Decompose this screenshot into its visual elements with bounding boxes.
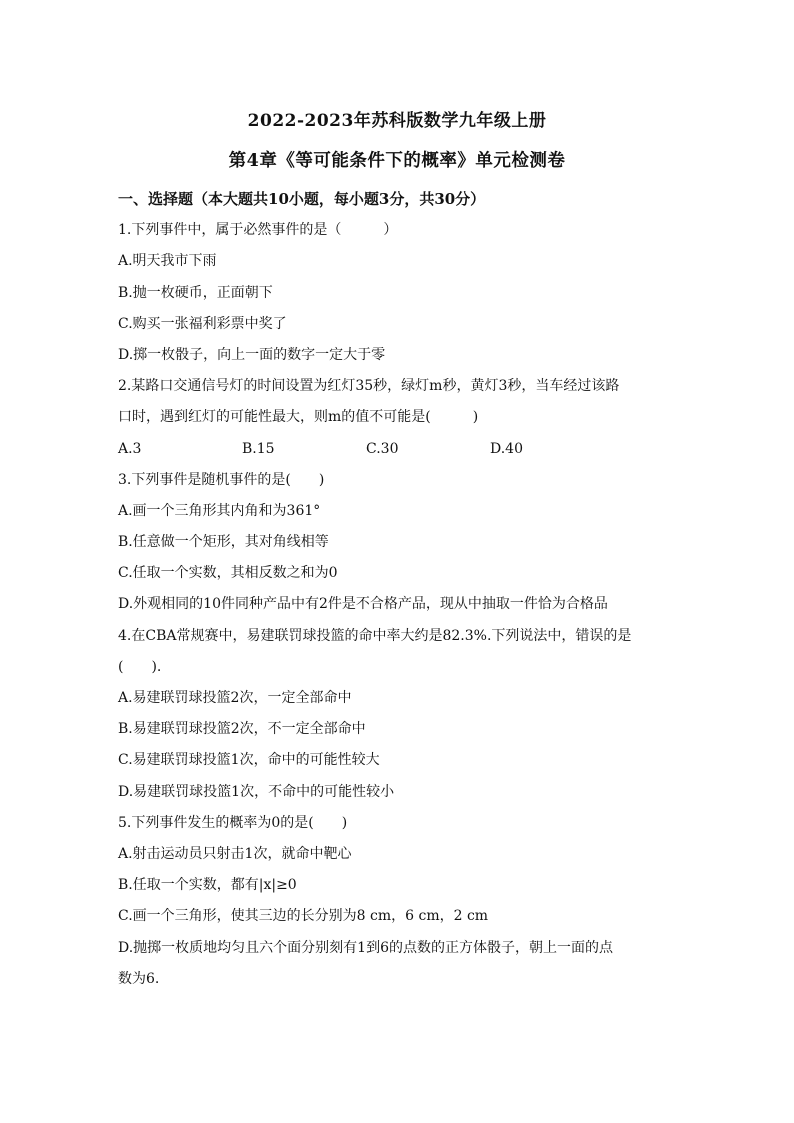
question-1-option-b: B.抛一枚硬币，正面朝下 — [118, 284, 273, 301]
question-5-option-d-line-2: 数为6. — [118, 970, 160, 987]
question-3-stem: 3.下列事件是随机事件的是( ) — [118, 471, 325, 488]
question-2-option-a: A.3 — [118, 440, 142, 457]
question-5-stem: 5.下列事件发生的概率为0的是( ) — [118, 814, 348, 831]
document-body — [118, 184, 708, 995]
section-heading: 一、选择题（本大题共10小题，每小题3分，共30分） — [118, 190, 486, 208]
question-4-option-a: A.易建联罚球投篮2次，一定全部命中 — [118, 690, 352, 706]
question-5-option-c: C.画一个三角形，使其三边的长分别为8 cm，6 cm，2 cm — [118, 908, 489, 925]
question-2-option-d: D.40 — [490, 440, 523, 457]
question-3-option-c: C.任取一个实数，其相反数之和为0 — [118, 565, 338, 582]
question-4-option-b: B.易建联罚球投篮2次，不一定全部命中 — [118, 721, 366, 738]
question-2-option-c: C.30 — [366, 440, 399, 457]
question-2-option-b: B.15 — [242, 440, 275, 457]
question-4-stem-line-1: 4.在CBA常规赛中，易建联罚球投篮的命中率大约是82.3%.下列说法中，错误的是 — [118, 627, 632, 644]
question-3-option-a: A.画一个三角形其内角和为361° — [118, 502, 321, 519]
document-subtitle: 第4章《等可能条件下的概率》单元检测卷 — [228, 151, 566, 171]
question-3-option-b: B.任意做一个矩形，其对角线相等 — [118, 534, 329, 551]
question-5-option-b: B.任取一个实数，都有|x|≥0 — [118, 877, 297, 894]
question-4-stem-line-2: ( ). — [118, 658, 162, 675]
question-1-option-c: C.购买一张福利彩票中奖了 — [118, 315, 287, 332]
question-2-stem-line-1: 2.某路口交通信号灯的时间设置为红灯35秒，绿灯m秒，黄灯3秒，当车经过该路 — [118, 378, 620, 395]
question-1-option-a: A.明天我市下雨 — [118, 253, 217, 270]
question-3-option-d: D.外观相同的10件同种产品中有2件是不合格产品，现从中抽取一件恰为合格品 — [118, 596, 608, 613]
document-title: 2022-2023年苏科版数学九年级上册 — [247, 111, 547, 131]
question-1-option-d: D.掷一枚骰子，向上一面的数字一定大于零 — [118, 346, 386, 363]
question-2-stem-line-2: 口时，遇到红灯的可能性最大，则m的值不可能是( ) — [118, 409, 479, 426]
question-4-option-c: C.易建联罚球投篮1次，命中的可能性较大 — [118, 752, 380, 769]
question-5-option-a: A.射击运动员只射击1次，就命中靶心 — [118, 845, 352, 862]
question-4-option-d: D.易建联罚球投篮1次，不命中的可能性较小 — [118, 783, 395, 800]
question-5-option-d-line-1: D.抛掷一枚质地均匀且六个面分别刻有1到6的点数的正方体骰子，朝上一面的点 — [118, 939, 613, 956]
question-1-stem: 1.下列事件中，属于必然事件的是（ ） — [118, 222, 398, 239]
question-2-options — [118, 434, 708, 465]
